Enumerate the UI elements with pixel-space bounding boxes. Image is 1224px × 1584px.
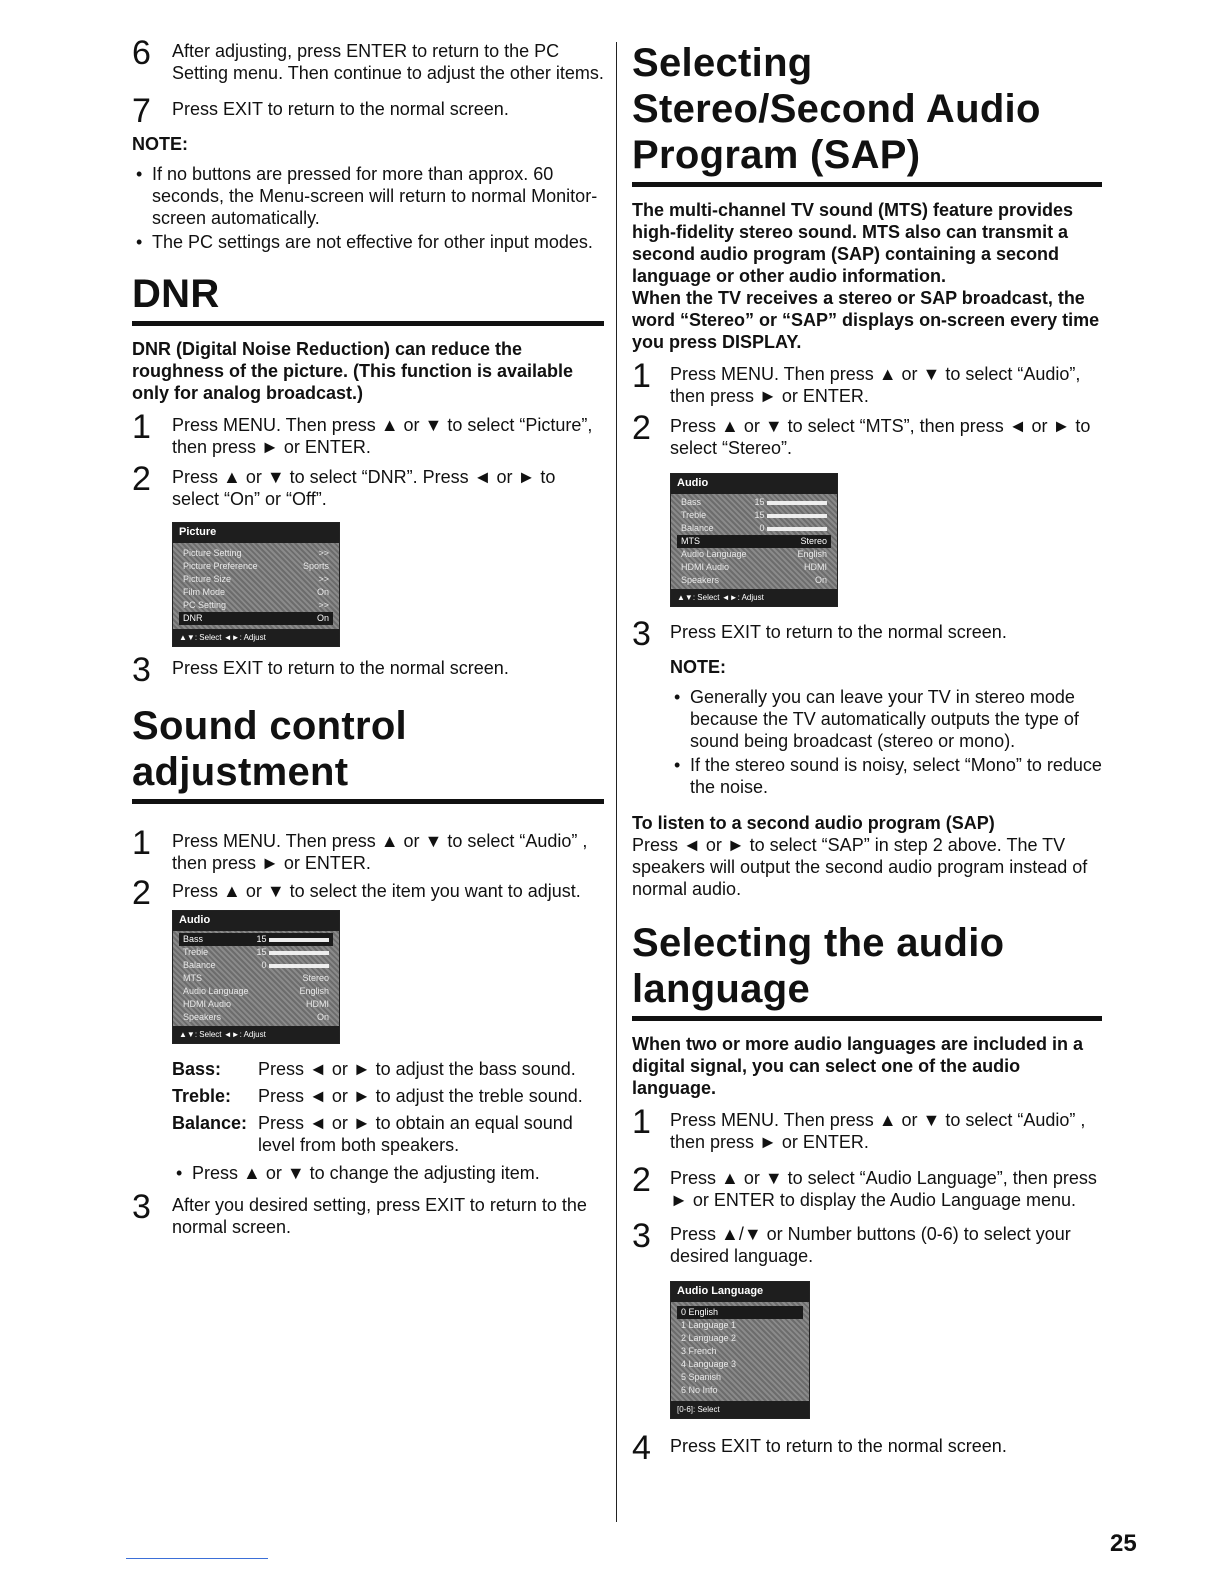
dnr-step-1	[132, 408, 604, 458]
level-bar	[767, 514, 827, 518]
osd-row	[179, 946, 333, 959]
dnr-step-2	[132, 460, 604, 510]
note-item: • If the stereo sound is noisy, select “Mono” to reduce the noise.	[670, 754, 1102, 798]
osd-row	[677, 1332, 803, 1345]
osd-row-value	[256, 933, 329, 946]
step-number: 3	[132, 1188, 151, 1226]
osd-row-value: HDMI	[306, 999, 329, 1009]
sap-step-2	[632, 409, 1102, 459]
osd-row	[677, 1319, 803, 1332]
step-number: 1	[632, 1103, 651, 1141]
lang-step-3	[632, 1217, 1102, 1267]
step-text: After adjusting, press ENTER to return to the PC Setting menu. Then continue to adjust the other items.	[172, 41, 604, 83]
audio-language-heading: Selecting the audio language	[632, 920, 1102, 1021]
osd-row-label: 6 No Info	[681, 1385, 718, 1395]
lang-step-2	[632, 1161, 1102, 1211]
osd-row	[179, 1011, 333, 1024]
legend-desc: Press ◄ or ► to obtain an equal sound level from both speakers.	[258, 1113, 573, 1155]
step-number: 3	[632, 1217, 651, 1255]
step-text: Press ▲/▼ or Number buttons (0-6) to select your desired language.	[670, 1224, 1071, 1266]
legend-desc: Press ◄ or ► to adjust the treble sound.	[258, 1086, 583, 1106]
mts-menu-screenshot	[670, 473, 838, 607]
osd-row-value: On	[316, 587, 329, 597]
osd-row-value: >>	[318, 600, 329, 610]
audio-language-lead: When two or more audio languages are included in a digital signal, you can select one of the audio language.	[632, 1034, 1084, 1098]
osd-row-label: Treble	[681, 510, 707, 520]
note-list	[132, 163, 604, 253]
osd-row	[677, 1345, 803, 1358]
osd-row-value	[261, 959, 329, 972]
step-text: Press ▲ or ▼ to select “DNR”. Press ◄ or ► to select “On” or “Off”.	[172, 467, 556, 509]
osd-row-selected	[677, 1306, 803, 1319]
legend-row-treble	[172, 1085, 604, 1107]
osd-row-selected	[179, 612, 333, 625]
step-number: 6	[132, 34, 151, 72]
osd-row	[179, 985, 333, 998]
osd-row-label: PC Setting	[183, 600, 227, 610]
audio-menu-screenshot	[172, 910, 340, 1044]
osd-row-label: Picture Setting	[183, 548, 242, 558]
osd-row	[677, 574, 831, 587]
osd-row-label: Bass	[681, 497, 702, 507]
osd-row	[677, 1384, 803, 1397]
osd-body	[671, 1302, 809, 1401]
step-number: 2	[632, 1161, 651, 1199]
step-number: 1	[632, 357, 651, 395]
osd-row-value: Sports	[302, 561, 329, 571]
level-bar	[269, 951, 329, 955]
osd-row-label: Audio Language	[183, 986, 249, 996]
sound-step-1	[132, 824, 604, 874]
note-item: • Generally you can leave your TV in stereo mode because the TV automatically outputs the type of sound being broadcast (stereo or mono).	[670, 686, 1102, 752]
osd-row-label: 4 Language 3	[681, 1359, 737, 1369]
osd-row-label: 2 Language 2	[681, 1333, 737, 1343]
osd-row	[677, 548, 831, 561]
step-text: Press EXIT to return to the normal screen.	[172, 658, 509, 678]
osd-row	[677, 1358, 803, 1371]
osd-row-label: Audio Language	[681, 549, 747, 559]
osd-row-label: Balance	[183, 960, 216, 970]
osd-row	[677, 522, 831, 535]
legend-term: Bass:	[172, 1059, 222, 1079]
lang-step-4	[632, 1429, 1102, 1467]
sap-subheading: To listen to a second audio program (SAP)	[632, 813, 995, 833]
level-bar	[269, 938, 329, 942]
sound-step-3	[132, 1188, 604, 1238]
osd-row-label: HDMI Audio	[183, 999, 232, 1009]
sound-step-2	[132, 874, 604, 912]
step-text: Press EXIT to return to the normal screen.	[172, 99, 509, 119]
step-text: Press MENU. Then press ▲ or ▼ to select “Audio”, then press ► or ENTER.	[670, 364, 1081, 406]
osd-row	[179, 560, 333, 573]
osd-row-value	[754, 496, 827, 509]
osd-row-value: On	[316, 1012, 329, 1022]
legend-row-balance	[172, 1112, 604, 1156]
step-number: 1	[132, 408, 151, 446]
osd-row-selected	[677, 535, 831, 548]
osd-row	[677, 496, 831, 509]
sap-step-1	[632, 357, 1102, 407]
step-text: Press EXIT to return to the normal screen.	[670, 1436, 1007, 1456]
osd-body	[173, 931, 339, 1026]
osd-value-text: 0	[261, 960, 267, 970]
sap-subtext: Press ◄ or ► to select “SAP” in step 2 above. The TV speakers will output the second audio program instead of normal audio.	[632, 835, 1088, 899]
note-list	[670, 686, 1102, 798]
osd-row-value: On	[316, 613, 329, 623]
osd-footer: ▲▼: Select ◄►: Adjust	[173, 629, 339, 646]
step-number: 2	[132, 460, 151, 498]
note-item: • The PC settings are not effective for other input modes.	[132, 231, 604, 253]
step-number: 7	[132, 92, 151, 130]
osd-row-value	[754, 509, 827, 522]
step-number: 3	[632, 615, 651, 653]
osd-value-text: 15	[256, 947, 267, 957]
sap-lead-2: When the TV receives a stereo or SAP broadcast, the word “Stereo” or “SAP” displays on-screen every time you press DISPLAY.	[632, 288, 1100, 352]
legend-row-bass	[172, 1058, 604, 1080]
picture-menu-screenshot	[172, 522, 340, 647]
osd-row-label: DNR	[183, 613, 203, 623]
sap-heading: Selecting Stereo/Second Audio Program (SAP)	[632, 40, 1102, 187]
step-text: Press EXIT to return to the normal screen.	[670, 622, 1007, 642]
column-divider	[616, 42, 617, 1522]
osd-footer: [0-6]: Select	[671, 1401, 809, 1418]
osd-row	[179, 599, 333, 612]
osd-row	[179, 998, 333, 1011]
audio-item-legend	[132, 1058, 604, 1184]
osd-row-label: MTS	[183, 973, 202, 983]
dnr-step-3	[132, 651, 604, 689]
sap-step-3	[632, 615, 1102, 653]
osd-row-value: >>	[318, 574, 329, 584]
osd-title: Audio Language	[671, 1282, 809, 1302]
osd-row	[179, 547, 333, 560]
dnr-lead: DNR (Digital Noise Reduction) can reduce the roughness of the picture. (This function is available only for analog broadcast.)	[132, 339, 574, 403]
osd-title: Picture	[173, 523, 339, 543]
step-text: Press MENU. Then press ▲ or ▼ to select “Picture”, then press ► or ENTER.	[172, 415, 593, 457]
audio-language-menu-screenshot	[670, 1281, 810, 1419]
right-column	[632, 40, 1102, 1467]
osd-row-label: Picture Size	[183, 574, 232, 584]
osd-value-text: 0	[759, 523, 765, 533]
dnr-heading: DNR	[132, 271, 604, 326]
osd-row-value	[256, 946, 329, 959]
osd-row-selected	[179, 933, 333, 946]
osd-row-value: English	[797, 549, 827, 559]
osd-row-label: Film Mode	[183, 587, 226, 597]
step-text: After you desired setting, press EXIT to return to the normal screen.	[172, 1195, 587, 1237]
step-number: 2	[632, 409, 651, 447]
osd-value-text: 15	[256, 934, 267, 944]
osd-row-value: On	[814, 575, 827, 585]
step-text: Press MENU. Then press ▲ or ▼ to select “Audio” , then press ► or ENTER.	[172, 831, 588, 873]
step-7	[132, 92, 604, 130]
step-number: 2	[132, 874, 151, 912]
level-bar	[767, 501, 827, 505]
osd-row-label: Treble	[183, 947, 209, 957]
step-text: Press ▲ or ▼ to select the item you want to adjust.	[172, 881, 581, 901]
osd-row-label: 5 Spanish	[681, 1372, 722, 1382]
osd-row-value: >>	[318, 548, 329, 558]
left-column	[132, 34, 604, 1238]
step-text: Press MENU. Then press ▲ or ▼ to select “Audio” , then press ► or ENTER.	[670, 1110, 1086, 1152]
osd-row-label: 1 Language 1	[681, 1320, 737, 1330]
osd-row-label: MTS	[681, 536, 700, 546]
note-title: NOTE:	[132, 134, 188, 154]
sap-note-block	[632, 657, 1102, 798]
osd-row-value: English	[299, 986, 329, 996]
osd-row	[179, 959, 333, 972]
step-number: 4	[632, 1429, 651, 1467]
osd-row-label: Balance	[681, 523, 714, 533]
step-text: Press ▲ or ▼ to select “Audio Language”, then press ► or ENTER to display the Audio Language menu.	[670, 1168, 1097, 1210]
lang-step-1	[632, 1103, 1102, 1153]
osd-row	[677, 561, 831, 574]
level-bar	[269, 964, 329, 968]
legend-bullet: • Press ▲ or ▼ to change the adjusting item.	[172, 1162, 604, 1184]
legend-term: Balance:	[172, 1113, 248, 1133]
osd-row	[179, 573, 333, 586]
osd-value-text: 15	[754, 497, 765, 507]
osd-row-label: Bass	[183, 934, 204, 944]
osd-row-label: HDMI Audio	[681, 562, 730, 572]
step-number: 1	[132, 824, 151, 862]
footer-rule	[126, 1558, 268, 1559]
osd-footer: ▲▼: Select ◄►: Adjust	[173, 1026, 339, 1043]
osd-row-value	[759, 522, 827, 535]
note-item: • If no buttons are pressed for more than approx. 60 seconds, the Menu-screen will return to normal Monitor-screen automatically.	[132, 163, 604, 229]
osd-title: Audio	[173, 911, 339, 931]
osd-body	[173, 543, 339, 629]
osd-footer: ▲▼: Select ◄►: Adjust	[671, 589, 837, 606]
osd-title: Audio	[671, 474, 837, 494]
step-number: 3	[132, 651, 151, 689]
osd-row	[677, 1371, 803, 1384]
legend-bullets	[172, 1162, 604, 1184]
legend-term: Treble:	[172, 1086, 232, 1106]
osd-value-text: 15	[754, 510, 765, 520]
osd-row-label: Speakers	[183, 1012, 222, 1022]
legend-desc: Press ◄ or ► to adjust the bass sound.	[258, 1059, 576, 1079]
step-6	[132, 34, 604, 84]
osd-row-label: 3 French	[681, 1346, 717, 1356]
osd-row	[179, 586, 333, 599]
sound-control-heading: Sound control adjustment	[132, 703, 604, 804]
osd-row-value: Stereo	[800, 536, 827, 546]
osd-row-label: Picture Preference	[183, 561, 258, 571]
osd-row-value: Stereo	[302, 973, 329, 983]
page-number: 25	[1110, 1530, 1137, 1557]
osd-row	[677, 509, 831, 522]
level-bar	[767, 527, 827, 531]
osd-row-label: Speakers	[681, 575, 720, 585]
sap-lead-1: The multi-channel TV sound (MTS) feature provides high-fidelity stereo sound. MTS also can transmit a second audio program (SAP) containing a second language or other audio information.	[632, 200, 1074, 286]
note-title: NOTE:	[670, 657, 726, 677]
osd-body	[671, 494, 837, 589]
osd-row-label: 0 English	[681, 1307, 719, 1317]
osd-row	[179, 972, 333, 985]
osd-row-value: HDMI	[804, 562, 827, 572]
step-text: Press ▲ or ▼ to select “MTS”, then press ◄ or ► to select “Stereo”.	[670, 416, 1091, 458]
